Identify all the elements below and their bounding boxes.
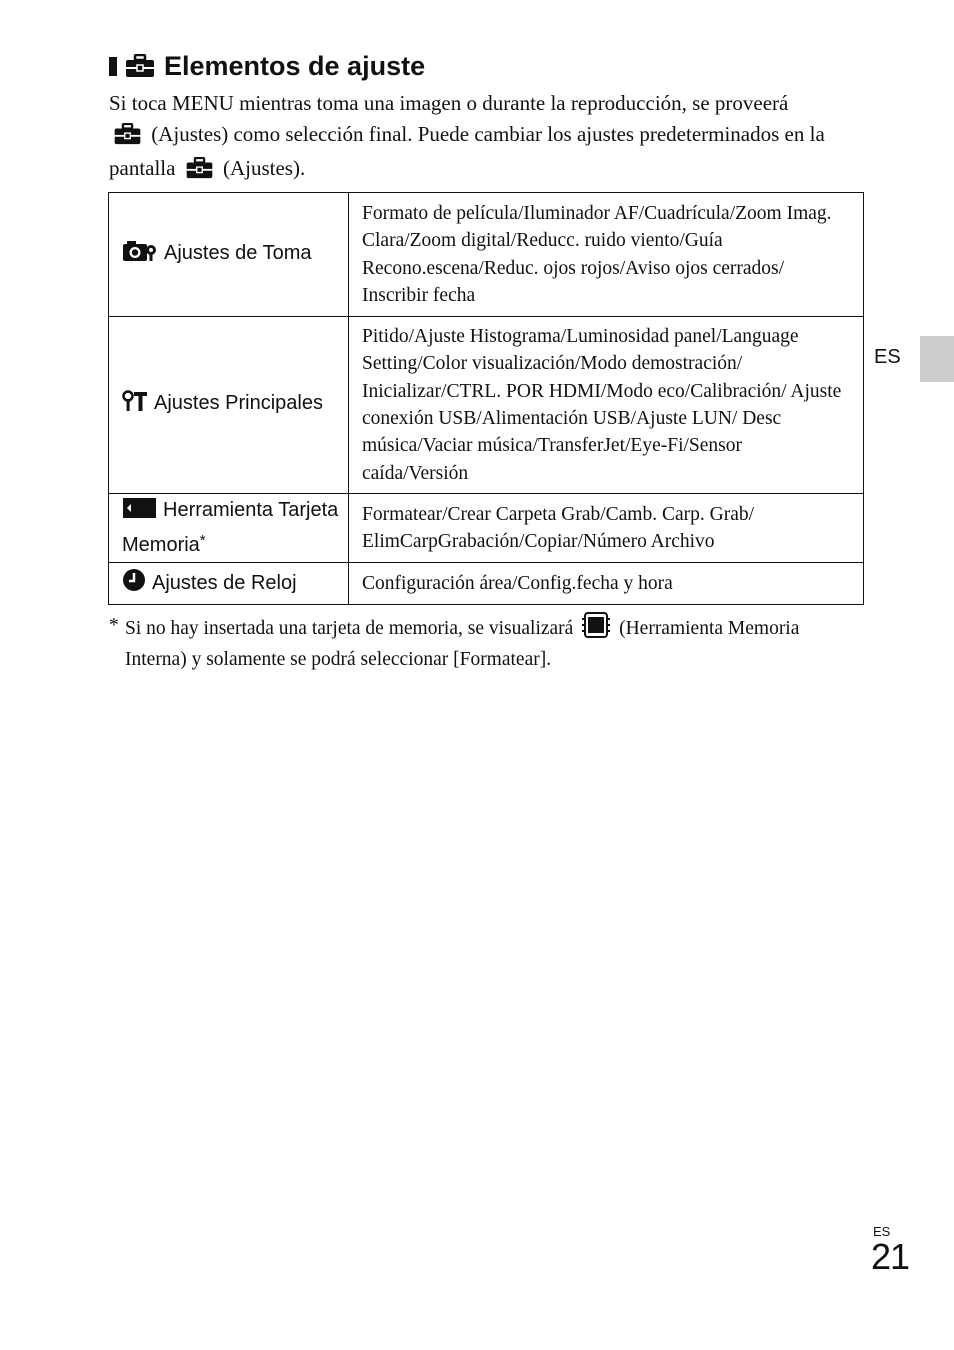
clock-icon (122, 568, 146, 600)
items-cell: Formatear/Crear Carpeta Grab/Camb. Carp. Grab/ ElimCarpGrabación/Copiar/Número Archivo (349, 494, 864, 563)
footnote-text-2: (Herramienta Memoria Interna) y solamente se podrá seleccionar [Formatear]. (125, 618, 800, 670)
memory-card-icon (122, 497, 157, 527)
settings-table (108, 192, 864, 605)
table-row (109, 193, 864, 317)
items-cell: Configuración área/Config.fecha y hora (349, 563, 864, 605)
toolbox-icon (125, 54, 155, 78)
footnote-body (125, 612, 829, 673)
footnote (109, 612, 829, 673)
intro-text-1: Si toca MENU mientras toma una imagen o durante la reproducción, se proveerá (109, 91, 789, 115)
category-cell (109, 193, 349, 317)
language-tab (920, 336, 954, 382)
footnote-mark: * (109, 615, 119, 636)
toolbox-icon (113, 123, 142, 154)
intro-paragraph (109, 88, 829, 188)
table-row (109, 494, 864, 563)
heading-marker (109, 57, 117, 76)
category-cell (109, 494, 349, 563)
intro-text-3: (Ajustes). (222, 156, 306, 180)
category-label: Ajustes de Reloj (152, 571, 297, 594)
footnote-mark: * (199, 532, 206, 549)
category-label: Herramienta Tarjeta Memoria (122, 499, 339, 556)
footnote-text-1: Si no hay insertada una tarjeta de memoria, se visualizará (125, 618, 574, 639)
table-row (109, 317, 864, 494)
heading-title: Elementos de ajuste (164, 50, 426, 81)
language-tab-label: ES (874, 346, 901, 368)
items-cell: Pitido/Ajuste Histograma/Luminosidad panel/Language Setting/Color visualización/Modo demostración/ Inicializar/CTRL. POR HDMI/Modo eco/Calibración/ Ajuste conexión USB/Alimentación USB/Ajuste LUN/ Desc música/Vaciar música/TransferJet/Eye-Fi/Sensor caída/Versión (349, 317, 864, 494)
items-cell: Formato de película/Iluminador AF/Cuadrícula/Zoom Imag. Clara/Zoom digital/Reducc. ruido viento/Guía Recono.escena/Reduc. ojos rojos/Aviso ojos cerrados/ Inscribir fecha (349, 193, 864, 317)
footnote-line (109, 612, 829, 673)
category-cell (109, 563, 349, 605)
category-label: Ajustes Principales (154, 392, 323, 414)
page-number: 21 (871, 1236, 910, 1277)
wrench-settings-icon (122, 390, 148, 420)
internal-memory-icon (582, 612, 610, 646)
table-row (109, 563, 864, 605)
toolbox-icon (185, 157, 214, 188)
section-heading (109, 46, 425, 86)
camera-settings-icon (122, 240, 158, 270)
category-label: Ajustes de Toma (164, 241, 312, 264)
intro-text-2: (Ajustes) como selección final. Puede cambiar los ajustes predeterminados en la pantalla (109, 121, 825, 180)
category-cell (109, 317, 349, 494)
page-language: ES (873, 1224, 891, 1239)
